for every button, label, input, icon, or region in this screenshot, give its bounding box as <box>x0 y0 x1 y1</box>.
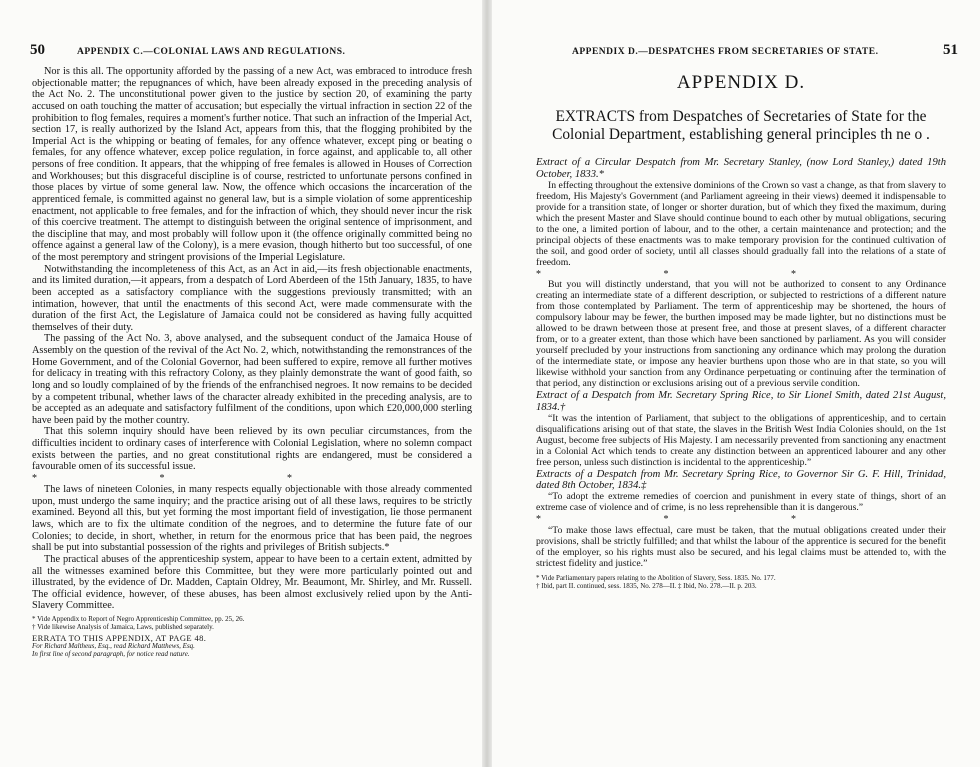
paragraph: “To adopt the extreme remedies of coercion and punishment in every state of things, short of an extreme case of violence and of crime, is no less reprehensible than it is dangerous.” <box>536 491 946 514</box>
paragraph: “It was the intention of Parliament, that subject to the obligations of apprenticeship, and to certain disqualifications arising out of that state, the slaves in the British West India Colonies should, on the 1st August, become free subjects of His Majesty. I am necessarily prevented from sanctioning any enactment in a Colonial Act which tends to create any distinction between an apprenticed labourer and any other free person, unless such distinction is incidental to the apprenticeship.” <box>536 412 946 468</box>
paragraph: Nor is this all. The opportunity afforded by the passing of a new Act, was embraced to introduce fresh objectionable matter; the repugnances of which, have been already exposed in the preceding analysis of the Act No. 2. The unconstitutional power given to the justice by section 20, of examining the party accused on oath touching the matter of accusation; but especially the virtual infraction in section 22 of the prohibition to flog females, requires a moment's further notice. That such an infraction of the Imperial Act, section 17, is really authorized by the Island Act, appears from this, that the flogging prohibited by the Imperial Act is the whipping or beating of females, for any offence whatever, except ping or beating o females, for any offence whatever, excep police regulation, in force against, and applicable to, all other persons of free condition. It appears, that the whipping of free females is allowed in Houses of Correction and Workhouses; but this disgraceful discipline is of course, restricted to unfortunate persons confined in those places by virtue of some general law. Now, the offence which occasions the incarceration of the apprenticed female, is committed against no general law, but is a simple violation of some apprenticeship enactment, not applicable to free females, and for the infraction of which, they should never incur the risk of this coercive treatment. The attempt to distinguish between the original sentence of imprisonment, and the discipline that may, and most probably will follow upon it (the offence originally committed being no offence against a general law of the Colony), is a mere evasion, though hitherto but too successful, of one of the most peremptory and stringent provisions of the Imperial Legislature. <box>32 66 472 263</box>
errata-line: In first line of second paragraph, for notice read nature. <box>32 650 190 659</box>
paragraph: The passing of the Act No. 3, above analysed, and the subsequent conduct of the Jamaica House of Assembly on the question of the revival of the Act No. 2, which, notwithstanding the remonstrances of the Home Government, and of the Colonial Governor, had been suffered to expire, remove all further motives for delicacy in treating with this refractory Colony, as they plainly demonstrate the want of good faith, so long and so loudly complained of by the friends of the enfranchised negroes. It now remains to be decided by a competent tribunal, whether laws of the character already exhibited in the preceding analysis, are to be accepted as an adequate and satisfactory fulfilment of the conditions, upon which £20,000,000 sterling have been paid by the mother country. <box>32 333 472 426</box>
paragraph: Notwithstanding the incompleteness of this Act, as an Act in aid,—its fresh objectionable enactments, and its limited duration,—it appears, from a despatch of Lord Aberdeen of the 15th January, 1835, to have been accepted as a satisfactory compliance with the suggestions previously transmitted; with an intimation, however, that until the enactments of this second Act, were made commensurate with the duration of the first Act, the Legislature of Jamaica could not be considered as having fully acquitted themselves of their duty. <box>32 263 472 333</box>
appendix-title: APPENDIX D. <box>676 72 806 93</box>
paragraph: “To make those laws effectual, care must be taken, that the mutual obligations created under their provisions, shall be strictly fulfilled; and that whilst the labour of the apprentice is secured for the benefit of the employer, so his rights must also be secured, and his legal claims must be attended to, with the strictest fidelity and justice.” <box>536 524 946 569</box>
paragraph: In effecting throughout the extensive dominions of the Crown so vast a change, as that from slavery to freedom, His Majesty's Government (and Parliament agreeing in their views) deemed it indispensable to provide for a transition state, of longer or shorter duration, but of which they fixed the maximum, during which the present Master and Slave should continue bound to each other by mutual obligations, securing to the one, a limited portion of labour, and to the other, a certain maintenance and protection; and the principal objects of these enactments was to make temporary provision for the continued cultivation of the soil, and good order of society, until all classes should gradually fall into the relations of a state of freedom. <box>536 180 946 269</box>
section-break-stars: * * * <box>536 514 856 526</box>
section-break-stars: * * * <box>32 472 352 484</box>
page-number-left: 50 <box>30 42 45 58</box>
paragraph: The practical abuses of the apprenticeship system, appear to have been to a certain extent, admitted by all the witnesses examined before this Committee, but they were more particularly pointed out and illustrated, by the evidence of Dr. Madden, Captain Oldrey, Mr. Beaumont, Mr. Shirley, and Mr. Russell. The official evidence, however, of these abuses, has been almost exclusively relied upon by the Anti-Slavery Committee. <box>32 553 472 612</box>
extracts-heading: EXTRACTS from Despatches of Secretaries of State for the Colonial Department, establishing general principles th ne o . <box>552 108 930 143</box>
despatch-heading: Extracts of a Despatch from Mr. Secretary Spring Rice, to Governor Sir G. F. Hill, Trinidad, dated 8th October, 1834.‡ <box>536 468 946 492</box>
right-page <box>492 0 980 767</box>
left-page <box>0 0 482 767</box>
footnote: * Vide Parliamentary papers relating to the Abolition of Slavery, Sess. 1835. No. 177. <box>536 574 776 583</box>
paragraph: That this solemn inquiry should have been relieved by its own peculiar circumstances, from the difficulties incident to ordinary cases of interference with Colonial Legislation, where no solemn compact exists between the parties, and no great constitutional rights are endangered, must be considered a favourable omen of its successful issue. <box>32 426 472 473</box>
errata-line: For Richard Maltheus, Esq., read Richard Matthews, Esq. <box>32 642 195 651</box>
running-head-right <box>572 42 958 62</box>
footnote: † Ibid, part II. continued, sess. 1835, No. 278—II. ‡ Ibid, No. 278.—II. p. 203. <box>536 582 757 591</box>
despatch-heading: Extract of a Circular Despatch from Mr. Secretary Stanley, (now Lord Stanley,) dated 19th October, 1833.* <box>536 157 946 181</box>
running-head-title-right: APPENDIX D.—DESPATCHES FROM SECRETARIES OF STATE. <box>572 47 879 57</box>
running-head-title-left: APPENDIX C.—COLONIAL LAWS AND REGULATIONS. <box>77 47 346 57</box>
book-gutter <box>482 0 492 767</box>
running-head-left <box>30 42 462 62</box>
left-text-column <box>32 66 472 746</box>
footnote: † Vide likewise Analysis of Jamaica, Laws, published separately. <box>32 622 214 631</box>
page-number-right: 51 <box>943 42 958 58</box>
errata-title: ERRATA TO THIS APPENDIX, AT PAGE 48. <box>32 632 207 643</box>
right-text-column <box>536 66 946 746</box>
despatch-heading: Extract of a Despatch from Mr. Secretary Spring Rice, to Sir Lionel Smith, dated 21st August, 1834.† <box>536 389 946 413</box>
footnote: * Vide Appendix to Report of Negro Apprenticeship Committee, pp. 25, 26. <box>32 615 245 624</box>
section-break-stars: * * * <box>536 268 856 280</box>
paragraph: But you will distinctly understand, that you will not be authorized to consent to any Ordinance creating an intermediate state of a different description, or subjected to restrictions of a different nature from those contemplated by Parliament. The term of apprenticeship may be shortened, the hours of compulsory labour may be fewer, the burthen imposed may be made lighter, but no distinctions must be allowed to be drawn between those at present free, and those at present slaves, of a different character from, or to a greater extent, than those which have been sanctioned by parliament. As you will consider yourself precluded by your instructions from sanctioning any ordinance which may prolong the duration of the intermediate state, or impose any heavier burthens upon those who are in that state, so you will likewise withhold your sanction from any Ordinance perpetuating or continuing after the termination of that period, any distinction or exclusions arising out of a previous servile condition. <box>536 279 946 389</box>
paragraph: The laws of nineteen Colonies, in many respects equally objectionable with those already commented upon, must undergo the same inquiry; and the practice arising out of all these laws, requires to be strictly examined. Beyond all this, but yet forming the most important field of investigation, lie those permanent laws, which are to fix the ultimate condition of the negroes, and to determine the future fate of our Colonies; to decide, in short, whether, in return for the enormous price that has been paid, the negroes shall be put into substantial possession of the rights and privileges of British subjects.* <box>32 484 472 554</box>
